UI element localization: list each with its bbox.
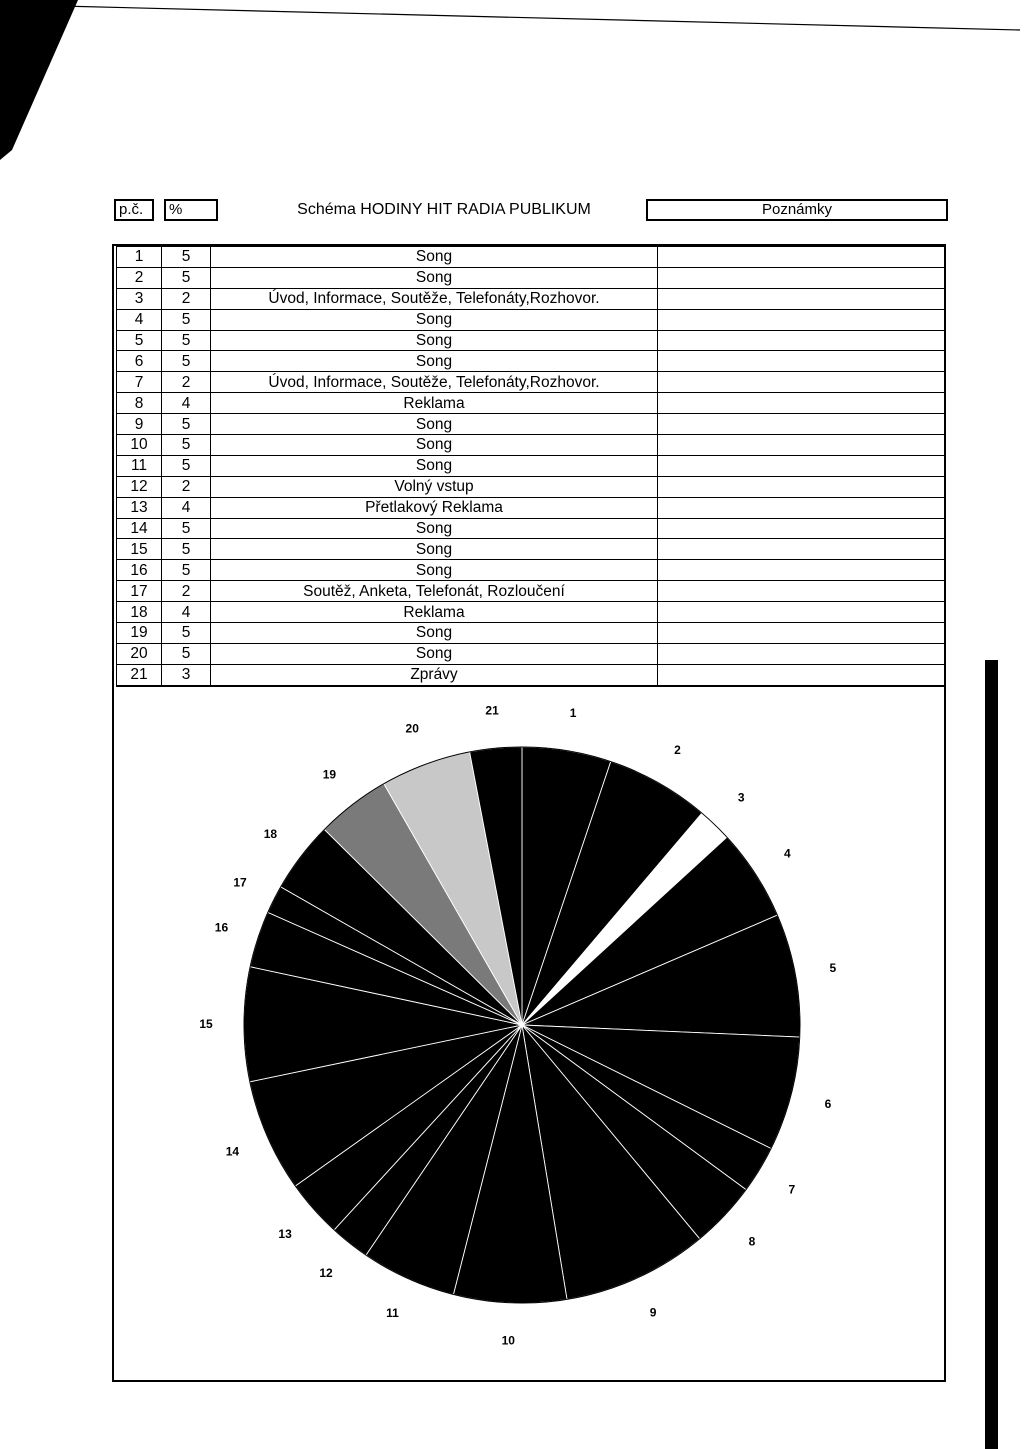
row-note bbox=[658, 414, 946, 435]
pie-label-18: 18 bbox=[263, 826, 278, 841]
row-percent: 5 bbox=[162, 518, 211, 539]
table-row bbox=[117, 330, 946, 351]
table-row bbox=[117, 372, 946, 393]
column-header-notes: Poznámky bbox=[646, 199, 948, 221]
table-row bbox=[117, 623, 946, 644]
page-title: Schéma HODINY HIT RADIA PUBLIKUM bbox=[297, 201, 591, 218]
pie-label-21: 21 bbox=[485, 703, 499, 718]
row-note bbox=[658, 664, 946, 685]
row-note bbox=[658, 476, 946, 497]
table-row bbox=[117, 664, 946, 685]
row-percent: 3 bbox=[162, 664, 211, 685]
row-number: 4 bbox=[117, 309, 162, 330]
row-percent: 5 bbox=[162, 267, 211, 288]
row-item: Úvod, Informace, Soutěže, Telefonáty,Rozhovor. bbox=[211, 372, 658, 393]
row-percent: 2 bbox=[162, 372, 211, 393]
pie-label-9: 9 bbox=[649, 1305, 657, 1320]
pie-label-14: 14 bbox=[225, 1144, 240, 1159]
row-percent: 2 bbox=[162, 476, 211, 497]
row-number: 11 bbox=[117, 455, 162, 476]
row-note bbox=[658, 309, 946, 330]
row-number: 7 bbox=[117, 372, 162, 393]
row-note bbox=[658, 330, 946, 351]
row-item: Song bbox=[211, 309, 658, 330]
row-item: Song bbox=[211, 560, 658, 581]
row-item: Zprávy bbox=[211, 664, 658, 685]
table-row bbox=[117, 309, 946, 330]
row-note bbox=[658, 267, 946, 288]
pie-label-16: 16 bbox=[214, 920, 229, 935]
table-row bbox=[117, 497, 946, 518]
pie-label-10: 10 bbox=[501, 1333, 515, 1348]
row-item: Reklama bbox=[211, 602, 658, 623]
table-row bbox=[117, 581, 946, 602]
row-number: 3 bbox=[117, 288, 162, 309]
row-item: Song bbox=[211, 414, 658, 435]
row-number: 9 bbox=[117, 414, 162, 435]
row-note bbox=[658, 497, 946, 518]
table-row bbox=[117, 539, 946, 560]
row-item: Volný vstup bbox=[211, 476, 658, 497]
row-percent: 5 bbox=[162, 560, 211, 581]
row-percent: 5 bbox=[162, 309, 211, 330]
row-item: Song bbox=[211, 455, 658, 476]
row-item: Song bbox=[211, 539, 658, 560]
row-percent: 5 bbox=[162, 455, 211, 476]
table-row bbox=[117, 643, 946, 664]
row-note bbox=[658, 643, 946, 664]
column-header-number: p.č. bbox=[114, 199, 154, 221]
table-row bbox=[117, 518, 946, 539]
row-note bbox=[658, 393, 946, 414]
row-number: 18 bbox=[117, 602, 162, 623]
pie-label-17: 17 bbox=[233, 875, 247, 890]
row-item: Soutěž, Anketa, Telefonát, Rozloučení bbox=[211, 581, 658, 602]
pie-label-5: 5 bbox=[829, 960, 837, 975]
row-item: Song bbox=[211, 330, 658, 351]
row-note bbox=[658, 539, 946, 560]
table-row bbox=[117, 414, 946, 435]
pie-label-11: 11 bbox=[386, 1306, 399, 1321]
row-number: 8 bbox=[117, 393, 162, 414]
row-item: Song bbox=[211, 247, 658, 268]
row-note bbox=[658, 560, 946, 581]
pie-label-2: 2 bbox=[674, 742, 681, 757]
pie-label-15: 15 bbox=[199, 1017, 213, 1032]
row-number: 2 bbox=[117, 267, 162, 288]
row-number: 14 bbox=[117, 518, 162, 539]
table-row bbox=[117, 393, 946, 414]
table-row bbox=[117, 435, 946, 456]
row-number: 19 bbox=[117, 623, 162, 644]
scan-edge-line bbox=[60, 0, 1020, 40]
row-percent: 4 bbox=[162, 497, 211, 518]
row-item: Song bbox=[211, 623, 658, 644]
row-note bbox=[658, 247, 946, 268]
row-item: Song bbox=[211, 643, 658, 664]
row-number: 12 bbox=[117, 476, 162, 497]
row-percent: 4 bbox=[162, 393, 211, 414]
row-number: 16 bbox=[117, 560, 162, 581]
pie-label-1: 1 bbox=[569, 706, 577, 721]
row-number: 13 bbox=[117, 497, 162, 518]
table-row bbox=[117, 476, 946, 497]
row-note bbox=[658, 602, 946, 623]
row-item: Song bbox=[211, 267, 658, 288]
pie-label-4: 4 bbox=[783, 846, 791, 861]
row-note bbox=[658, 581, 946, 602]
table-row bbox=[117, 602, 946, 623]
row-number: 20 bbox=[117, 643, 162, 664]
row-number: 5 bbox=[117, 330, 162, 351]
row-note bbox=[658, 623, 946, 644]
table-row bbox=[117, 351, 946, 372]
row-note bbox=[658, 435, 946, 456]
table-row bbox=[117, 455, 946, 476]
row-percent: 2 bbox=[162, 581, 211, 602]
pie-label-7: 7 bbox=[788, 1182, 796, 1197]
row-item: Song bbox=[211, 351, 658, 372]
row-item: Přetlakový Reklama bbox=[211, 497, 658, 518]
row-note bbox=[658, 455, 946, 476]
scan-shadow-right bbox=[985, 660, 998, 1449]
column-header-percent: % bbox=[164, 199, 218, 221]
table-row bbox=[117, 267, 946, 288]
row-number: 17 bbox=[117, 581, 162, 602]
row-percent: 4 bbox=[162, 602, 211, 623]
row-percent: 2 bbox=[162, 288, 211, 309]
table-row bbox=[117, 247, 946, 268]
header-row bbox=[114, 199, 948, 224]
pie-label-12: 12 bbox=[319, 1265, 333, 1280]
row-number: 6 bbox=[117, 351, 162, 372]
table-row bbox=[117, 560, 946, 581]
row-number: 1 bbox=[117, 247, 162, 268]
row-percent: 5 bbox=[162, 247, 211, 268]
row-percent: 5 bbox=[162, 539, 211, 560]
row-item: Reklama bbox=[211, 393, 658, 414]
row-note bbox=[658, 372, 946, 393]
row-number: 21 bbox=[117, 664, 162, 685]
row-percent: 5 bbox=[162, 414, 211, 435]
row-number: 10 bbox=[117, 435, 162, 456]
row-note bbox=[658, 351, 946, 372]
pie-label-3: 3 bbox=[737, 790, 745, 805]
pie-label-8: 8 bbox=[748, 1234, 756, 1249]
row-percent: 5 bbox=[162, 643, 211, 664]
pie-label-19: 19 bbox=[322, 767, 337, 782]
row-note bbox=[658, 288, 946, 309]
row-percent: 5 bbox=[162, 435, 211, 456]
schedule-table bbox=[116, 246, 946, 687]
row-item: Úvod, Informace, Soutěže, Telefonáty,Rozhovor. bbox=[211, 288, 658, 309]
row-percent: 5 bbox=[162, 330, 211, 351]
pie-label-20: 20 bbox=[405, 721, 419, 736]
row-item: Song bbox=[211, 435, 658, 456]
row-item: Song bbox=[211, 518, 658, 539]
row-percent: 5 bbox=[162, 351, 211, 372]
row-percent: 5 bbox=[162, 623, 211, 644]
pie-label-6: 6 bbox=[824, 1096, 832, 1111]
row-note bbox=[658, 518, 946, 539]
table-row bbox=[117, 288, 946, 309]
pie-label-13: 13 bbox=[278, 1227, 292, 1242]
row-number: 15 bbox=[117, 539, 162, 560]
